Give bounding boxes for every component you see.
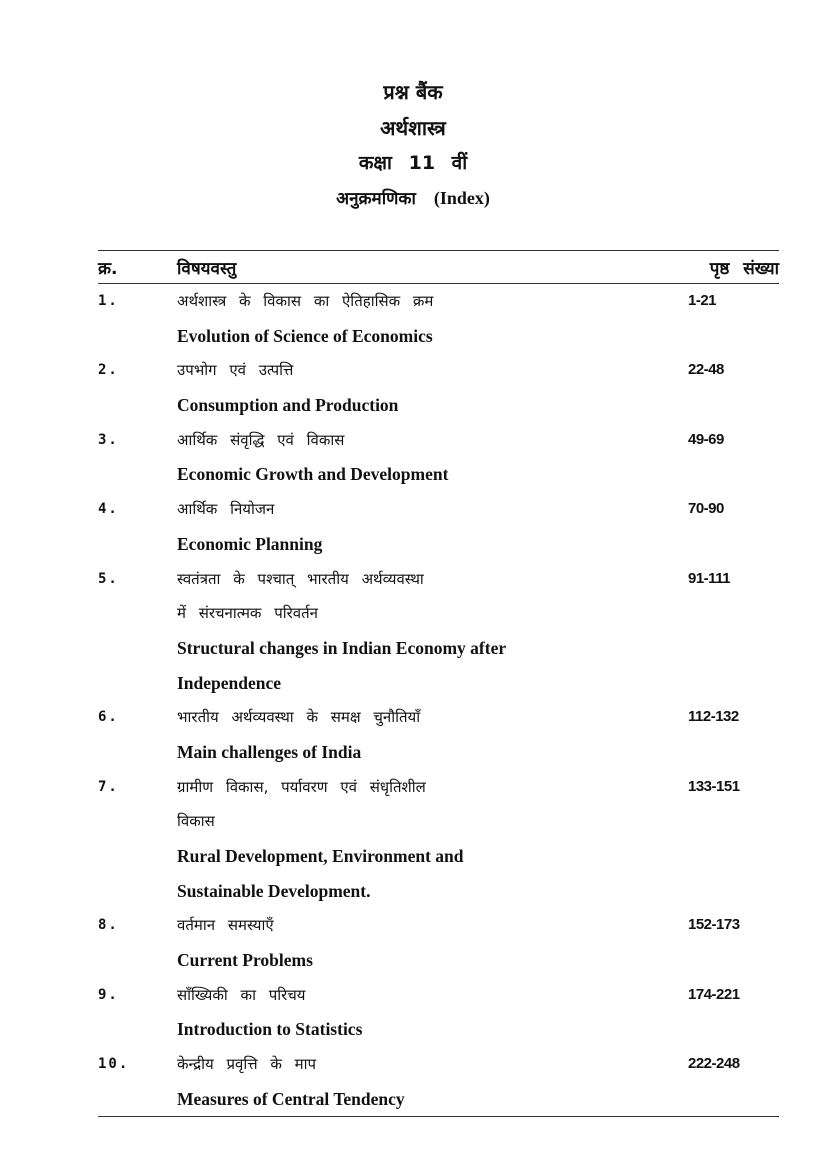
- table-row: [0, 908, 826, 977]
- table-row: [0, 770, 826, 909]
- chapter-title-hindi: भारतीय अर्थव्यवस्था के समक्ष चुनौतियाँ: [177, 708, 421, 727]
- chapter-title-english: Consumption and Production: [177, 395, 399, 416]
- chapter-title-hindi: वर्तमान समस्याएँ: [177, 916, 274, 935]
- row-pages: 112-132: [688, 708, 739, 726]
- row-line: [0, 631, 826, 666]
- row-line: [0, 284, 826, 319]
- row-line: [0, 1047, 826, 1082]
- table-row: [0, 492, 826, 561]
- chapter-title-english: Rural Development, Environment and: [177, 846, 464, 866]
- chapter-title-english: Independence: [177, 672, 282, 693]
- index-heading: [0, 186, 826, 209]
- row-line: [0, 562, 826, 597]
- row-line: [0, 735, 826, 770]
- chapter-title-english: Main challenges of India: [177, 741, 362, 762]
- chapter-title-hindi: में संरचनात्मक परिवर्तन: [177, 604, 318, 623]
- chapter-title-english: Evolution of Science of Economics: [177, 325, 433, 346]
- column-header-number: क्र.: [98, 259, 118, 279]
- row-pages: 22-48: [688, 361, 724, 379]
- table-body: [0, 284, 826, 1117]
- table-row: [0, 700, 826, 769]
- row-line: [0, 423, 826, 458]
- chapter-title-english: Sustainable Development.: [177, 880, 371, 901]
- row-line: [0, 527, 826, 562]
- table-row: [0, 423, 826, 492]
- chapter-title-hindi: ग्रामीण विकास, पर्यावरण एवं संधृतिशील: [177, 777, 426, 796]
- row-line: [0, 908, 826, 943]
- index-heading-hindi: अनुक्रमणिका: [336, 189, 416, 209]
- row-number: 5.: [98, 570, 119, 587]
- row-line: [0, 596, 826, 631]
- row-line: [0, 1082, 826, 1117]
- chapter-title-english: Measures of Central Tendency: [177, 1088, 405, 1109]
- row-pages: 1-21: [688, 292, 717, 309]
- row-pages: 133-151: [688, 777, 740, 795]
- row-number: 2.: [98, 362, 119, 379]
- row-line: [0, 978, 826, 1013]
- row-number: 7.: [98, 778, 119, 795]
- document-title: प्रश्न बैंक: [383, 80, 443, 104]
- table-top-rule: [98, 250, 779, 251]
- chapter-title-english: Structural changes in Indian Economy after: [177, 637, 507, 658]
- chapter-title-hindi: आर्थिक संवृद्धि एवं विकास: [177, 430, 345, 449]
- chapter-title-english: Current Problems: [177, 950, 313, 971]
- row-line: [0, 388, 826, 423]
- row-line: [0, 457, 826, 492]
- row-line: [0, 319, 826, 354]
- table-row: [0, 1047, 826, 1116]
- table-row: [0, 353, 826, 422]
- row-line: [0, 839, 826, 874]
- row-pages: 222-248: [688, 1055, 740, 1073]
- class-title: कक्षा 11 वीं: [358, 152, 468, 174]
- index-heading-english: (Index): [433, 188, 490, 208]
- row-line: [0, 943, 826, 978]
- chapter-title-english: Economic Growth and Development: [177, 464, 449, 485]
- chapter-title-hindi: उपभोग एवं उत्पत्ति: [177, 361, 294, 380]
- row-number: 3.: [98, 431, 119, 448]
- chapter-title-english: Introduction to Statistics: [177, 1019, 363, 1040]
- row-pages: 49-69: [688, 430, 724, 448]
- chapter-title-english: Economic Planning: [177, 533, 323, 554]
- row-number: 9.: [98, 986, 119, 1003]
- row-number: 4.: [98, 501, 119, 518]
- row-pages: 70-90: [688, 500, 724, 518]
- row-pages: 91-111: [688, 569, 731, 587]
- chapter-title-hindi: विकास: [177, 812, 215, 831]
- row-line: [0, 874, 826, 909]
- chapter-title-hindi: साँख्यिकी का परिचय: [177, 985, 306, 1004]
- row-line: [0, 700, 826, 735]
- row-number: 10.: [98, 1056, 130, 1073]
- chapter-title-hindi: केन्द्रीय प्रवृत्ति के माप: [177, 1055, 317, 1074]
- row-number: 8.: [98, 917, 119, 934]
- chapter-title-hindi: अर्थशास्त्र के विकास का ऐतिहासिक क्रम: [177, 292, 434, 310]
- row-line: [0, 1012, 826, 1047]
- column-header-content: विषयवस्तु: [177, 259, 237, 279]
- row-line: [0, 770, 826, 805]
- row-number: 6.: [98, 709, 119, 726]
- chapter-title-hindi: स्वतंत्रता के पश्चात् भारतीय अर्थव्यवस्था: [177, 569, 424, 588]
- table-row: [0, 978, 826, 1047]
- table-row: [0, 284, 826, 353]
- row-line: [0, 804, 826, 839]
- table-row: [0, 562, 826, 701]
- row-line: [0, 353, 826, 388]
- subject-title: अर्थशास्त्र: [380, 116, 446, 140]
- column-header-pages: पृष्ठ संख्या: [709, 259, 779, 279]
- row-pages: 152-173: [688, 916, 740, 934]
- chapter-title-hindi: आर्थिक नियोजन: [177, 500, 275, 519]
- row-number: 1.: [98, 293, 119, 309]
- row-line: [0, 492, 826, 527]
- row-line: [0, 666, 826, 701]
- table-bottom-rule: [98, 1116, 779, 1117]
- row-pages: 174-221: [688, 985, 740, 1003]
